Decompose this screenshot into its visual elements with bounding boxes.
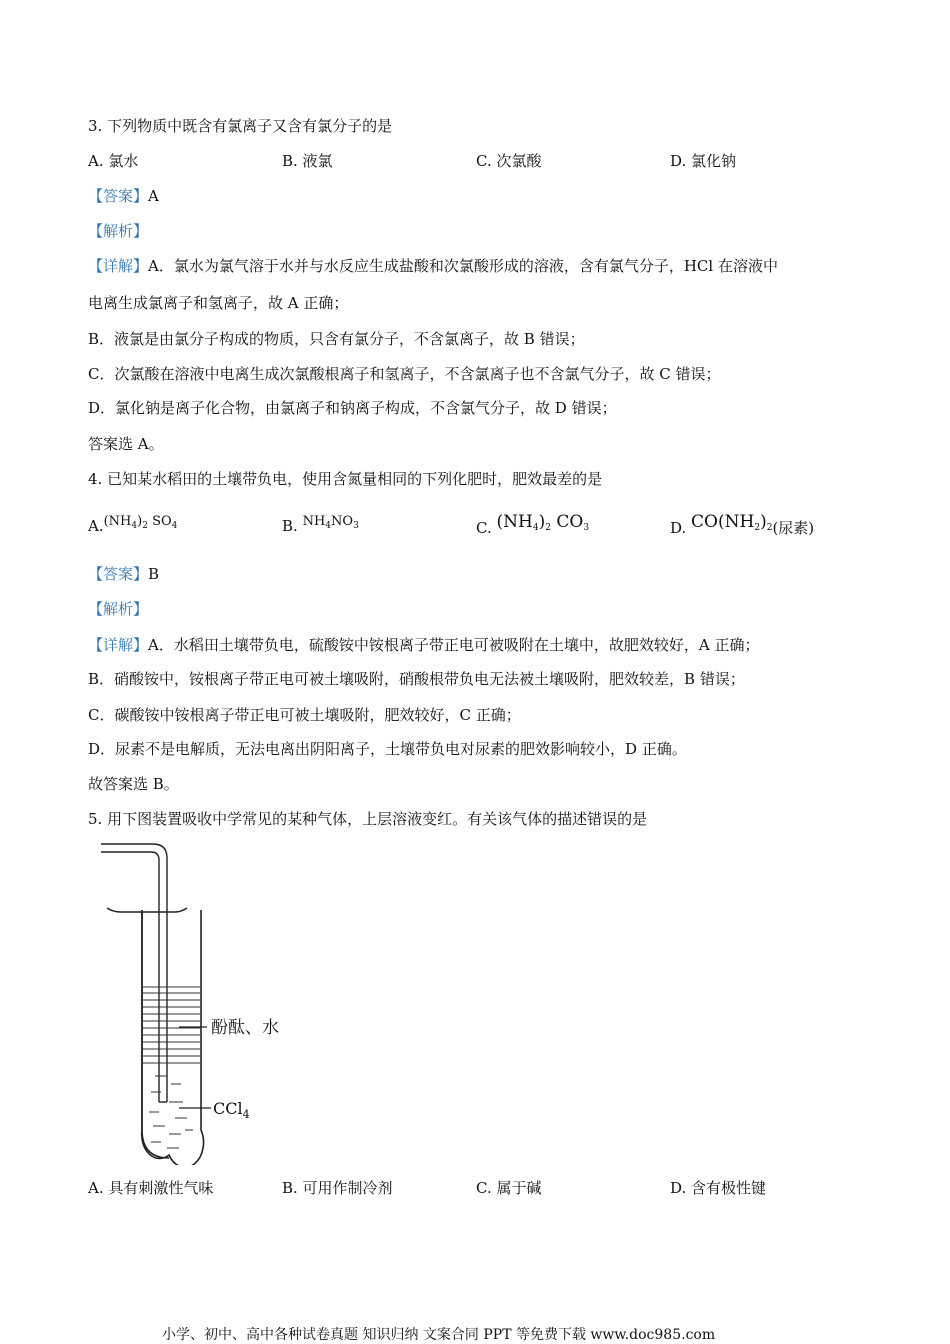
q3-stem: 3. 下列物质中既含有氯离子又含有氯分子的是	[88, 117, 393, 135]
detail-tag: 【详解】	[88, 257, 149, 275]
detail-text: A．氯水为氯气溶于水并与水反应生成盐酸和次氯酸形成的溶液，含有氯气分子，HCl 在溶液中	[148, 257, 778, 275]
q3-option-b: B. 液氯	[282, 152, 333, 170]
formula-d: $CO(NH_2)_2$	[691, 512, 773, 533]
lower-layer	[149, 1076, 193, 1148]
q4-detail-line: B．硝酸铵中，铵根离子带正电可被土壤吸附，硝酸根带负电无法被土壤吸附，肥效较差，B 错误；	[88, 670, 745, 688]
detail-text: A．水稻田土壤带负电，硫酸铵中铵根离子带正电可被吸附在土壤中，故肥效较好，A 正确；	[148, 636, 760, 654]
q3-detail-line	[88, 256, 778, 276]
q5-option-a: A. 具有刺激性气味	[88, 1179, 214, 1197]
q4-analysis-tag: 【解析】	[88, 600, 149, 618]
q4-detail-line: C．碳酸铵中铵根离子带正电可被土壤吸附，肥效较好，C 正确；	[88, 706, 521, 724]
apparatus-figure	[95, 840, 315, 1165]
formula-c: $(NH_4)_2$ $CO_3$	[496, 512, 590, 533]
option-letter: A.	[88, 517, 104, 535]
formula-a: $(NH_4)_2$ $SO_4$	[103, 514, 178, 531]
q3-analysis-tag: 【解析】	[88, 222, 149, 240]
q4-option-b	[282, 512, 359, 536]
detail-tag: 【详解】	[88, 636, 149, 654]
page-footer: 小学、初中、高中各种试卷真题 知识归纳 文案合同 PPT 等免费下载 www.doc985.com	[162, 1327, 716, 1343]
urea-note: (尿素)	[772, 519, 815, 537]
q3-detail-line: B．液氯是由氯分子构成的物质，只含有氯分子，不含氯离子，故 B 错误；	[88, 330, 585, 348]
answer-tag: 【答案】	[88, 565, 149, 583]
q5-option-c: C. 属于碱	[476, 1179, 542, 1197]
q4-detail-line	[88, 635, 759, 655]
q5-option-b: B. 可用作制冷剂	[282, 1179, 393, 1197]
q4-option-d	[670, 512, 814, 538]
q4-option-c	[476, 512, 589, 538]
q3-answer	[88, 186, 159, 206]
q4-detail-line: D．尿素不是电解质，无法电离出阴阳离子，土壤带负电对尿素的肥效影响较小，D 正确。	[88, 740, 687, 758]
label-upper-layer: 酚酞、水	[211, 1018, 279, 1038]
q3-option-d: D. 氯化钠	[670, 152, 737, 170]
option-letter: C.	[476, 519, 492, 537]
answer-value: A	[148, 187, 159, 205]
q5-stem: 5. 用下图装置吸收中学常见的某种气体，上层溶液变红。有关该气体的描述错误的是	[88, 810, 648, 828]
formula-b: $NH_4NO_3$	[302, 514, 359, 531]
q3-detail-line: 电离生成氯离子和氢离子，故 A 正确；	[88, 294, 349, 312]
q4-option-a	[88, 512, 177, 536]
q3-option-a: A. 氯水	[88, 152, 139, 170]
q4-answer	[88, 564, 159, 584]
upper-layer	[143, 987, 200, 1063]
label-lower-layer: CCl$_4$	[213, 1099, 250, 1121]
q4-stem: 4. 已知某水稻田的土壤带负电，使用含氮量相同的下列化肥时，肥效最差的是	[88, 470, 603, 488]
q3-detail-line: 答案选 A。	[88, 435, 164, 453]
q4-detail-line: 故答案选 B。	[88, 775, 179, 793]
q3-detail-line: D．氯化钠是离子化合物，由氯离子和钠离子构成，不含氯气分子，故 D 错误；	[88, 399, 617, 417]
q5-option-d: D. 含有极性键	[670, 1179, 767, 1197]
answer-value: B	[148, 565, 160, 583]
option-letter: B.	[282, 517, 298, 535]
answer-tag: 【答案】	[88, 187, 149, 205]
q3-option-c: C. 次氯酸	[476, 152, 542, 170]
option-letter: D.	[670, 519, 687, 537]
q3-detail-line: C．次氯酸在溶液中电离生成次氯酸根离子和氢离子，不含氯离子也不含氯气分子，故 C 错误；	[88, 365, 721, 383]
